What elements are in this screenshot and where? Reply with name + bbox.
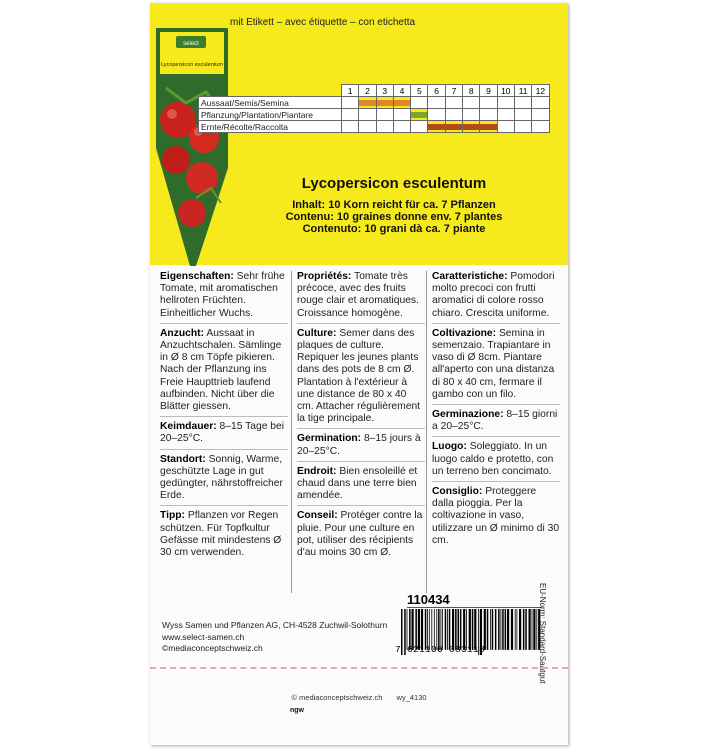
french-section [297, 271, 425, 324]
section-text: 8–15 jours à 20–25°C. [297, 433, 421, 457]
french-section [297, 510, 425, 562]
section-heading: Keimdauer: [160, 421, 217, 433]
section-heading: Eigenschaften: [160, 271, 234, 282]
section-heading: Germination: [297, 433, 362, 445]
section-text: Aussaat in Anzuchtschalen. Sämlinge in Ø 8 cm Töpfe pikieren. Nach der Pflanzung ins Freie Haupttrieb laufend aufbinden. Nicht über die Blätter giessen. [160, 327, 282, 413]
bottom-logo: ngw [290, 707, 304, 714]
month-header: 5 [411, 85, 428, 97]
section-text: Proteggere dalla pioggia. Per la coltivazione in vaso, utilizzare un Ø minimo di 30 cm. [432, 486, 560, 546]
company-info [162, 620, 387, 655]
section-heading: Endroit: [297, 465, 337, 477]
section-heading: Conseil: [297, 510, 338, 522]
month-header: 8 [463, 85, 480, 97]
italian-section [432, 486, 560, 550]
section-heading: Germinazione: [432, 409, 504, 421]
section-heading: Consiglio: [432, 486, 483, 498]
section-text: Semina in semenzaio. Trapiantare in vaso di Ø 8cm. Piantare all'aperto con una distanza di 80 x 40 cm, fermare il gambo con un filo. [432, 327, 555, 400]
yellow-header-panel [150, 3, 568, 265]
bottom-copyright: © mediaconceptschweiz.ch [291, 693, 383, 702]
german-section [160, 421, 288, 449]
german-section [160, 510, 288, 562]
section-heading: Culture: [297, 327, 337, 339]
month-header: 11 [514, 85, 531, 97]
french-section [297, 466, 425, 507]
italian-section [432, 328, 560, 405]
section-heading: Tipp: [160, 510, 185, 522]
month-header: 12 [532, 85, 549, 97]
label-notice: mit Etikett – avec étiquette – con etichetta [230, 17, 416, 28]
italian-section [432, 409, 560, 437]
company-copyright: ©mediaconceptschweiz.ch [162, 643, 263, 653]
month-header: 2 [359, 85, 376, 97]
month-header: 3 [376, 85, 393, 97]
column-divider [291, 271, 292, 593]
code-underline [407, 607, 542, 608]
month-header: 4 [393, 85, 410, 97]
eu-norm-label: EU-Norm: Standard-Saatgut [538, 583, 547, 684]
calendar-row-harvest [199, 121, 550, 133]
tag-brand: select [183, 41, 199, 47]
calendar-row-sowing [199, 97, 550, 109]
calendar-row-label: Pflanzung/Plantation/Piantare [199, 109, 342, 121]
month-header: 1 [342, 85, 359, 97]
calendar-row-planting [199, 109, 550, 121]
contents-fr: Contenu: 10 graines donne env. 7 plantes [285, 211, 503, 223]
product-contents [150, 199, 568, 235]
seed-packet-back [150, 3, 568, 745]
tag-name: Lycopersicon esculentum [161, 62, 223, 68]
month-header: 9 [480, 85, 497, 97]
section-text: 8–15 Tage bei 20–25°C. [160, 421, 285, 445]
section-text: Protéger contre la pluie. Pour une culture en pot, utiliser des récipients d'au moins 30 cm Ø. [297, 510, 423, 559]
company-address: Wyss Samen und Pflanzen AG, CH-4528 Zuchwil-Solothurn [162, 620, 388, 630]
column-italian [432, 271, 560, 554]
month-header: 10 [497, 85, 514, 97]
calendar-row-label: Ernte/Récolte/Raccolta [199, 121, 342, 133]
column-divider [426, 271, 427, 593]
product-title: Lycopersicon esculentum [301, 175, 487, 192]
section-text: Sonnig, Warme, geschützte Lage in gut gedüngter, nährstoffreicher Erde. [160, 453, 283, 502]
italian-section [432, 441, 560, 482]
section-text: Pomodori molto precoci con frutti aromatici di colore rosso chiaro. Crescita uniforme. [432, 271, 555, 319]
article-code: 110434 [407, 592, 450, 607]
contents-de: Inhalt: 10 Korn reicht für ca. 7 Pflanzen [292, 199, 496, 211]
perforation-line [150, 667, 568, 669]
section-text: Pflanzen vor Regen schützen. Für Topfkultur Gefässe mit mindestens Ø 30 cm verwenden. [160, 510, 282, 559]
section-heading: Propriétés: [297, 271, 352, 282]
section-text: Soleggiato. In un luogo caldo e protetto, con un terreno ben concimato. [432, 441, 554, 477]
german-section [160, 454, 288, 507]
company-website: www.select-samen.ch [162, 631, 245, 642]
italian-section [432, 271, 560, 324]
column-german [160, 271, 288, 566]
column-french [297, 271, 425, 566]
section-heading: Caratteristiche: [432, 271, 508, 282]
section-text: 8–15 giorni a 20–25°C. [432, 409, 558, 433]
section-text: Tomate très précoce, avec des fruits rouge clair et aromatiques. Croissance homogène. [297, 271, 419, 319]
german-section [160, 271, 288, 324]
bottom-footer [150, 693, 568, 702]
sowing-calendar [198, 84, 550, 133]
french-section [297, 328, 425, 430]
section-text: Sehr frühe Tomate, mit aromatischen hellroten Früchten. Einheitlicher Wuchs. [160, 271, 285, 319]
bottom-ref: wy_4130 [396, 693, 427, 702]
calendar-row-label: Aussaat/Semis/Semina [199, 97, 342, 109]
section-heading: Luogo: [432, 441, 467, 453]
section-heading: Anzucht: [160, 327, 205, 339]
contents-it: Contenuto: 10 grani dà ca. 7 piante [302, 223, 486, 235]
section-text: Semer dans des plaques de culture. Repiquer les jeunes plants dans des pots de 8 cm Ø. Plantation à l'extérieur à une distance de 80 x 40 cm. Attacher régulièrement la tige principale. [297, 327, 421, 425]
barcode-number: 7 621100 083118 [395, 644, 486, 655]
german-section [160, 328, 288, 417]
month-header: 7 [445, 85, 462, 97]
french-section [297, 433, 425, 461]
section-text: Bien ensoleillé et chaud dans une terre bien amendée. [297, 465, 418, 502]
section-heading: Standort: [160, 453, 206, 465]
section-heading: Coltivazione: [432, 327, 497, 339]
month-header: 6 [428, 85, 445, 97]
